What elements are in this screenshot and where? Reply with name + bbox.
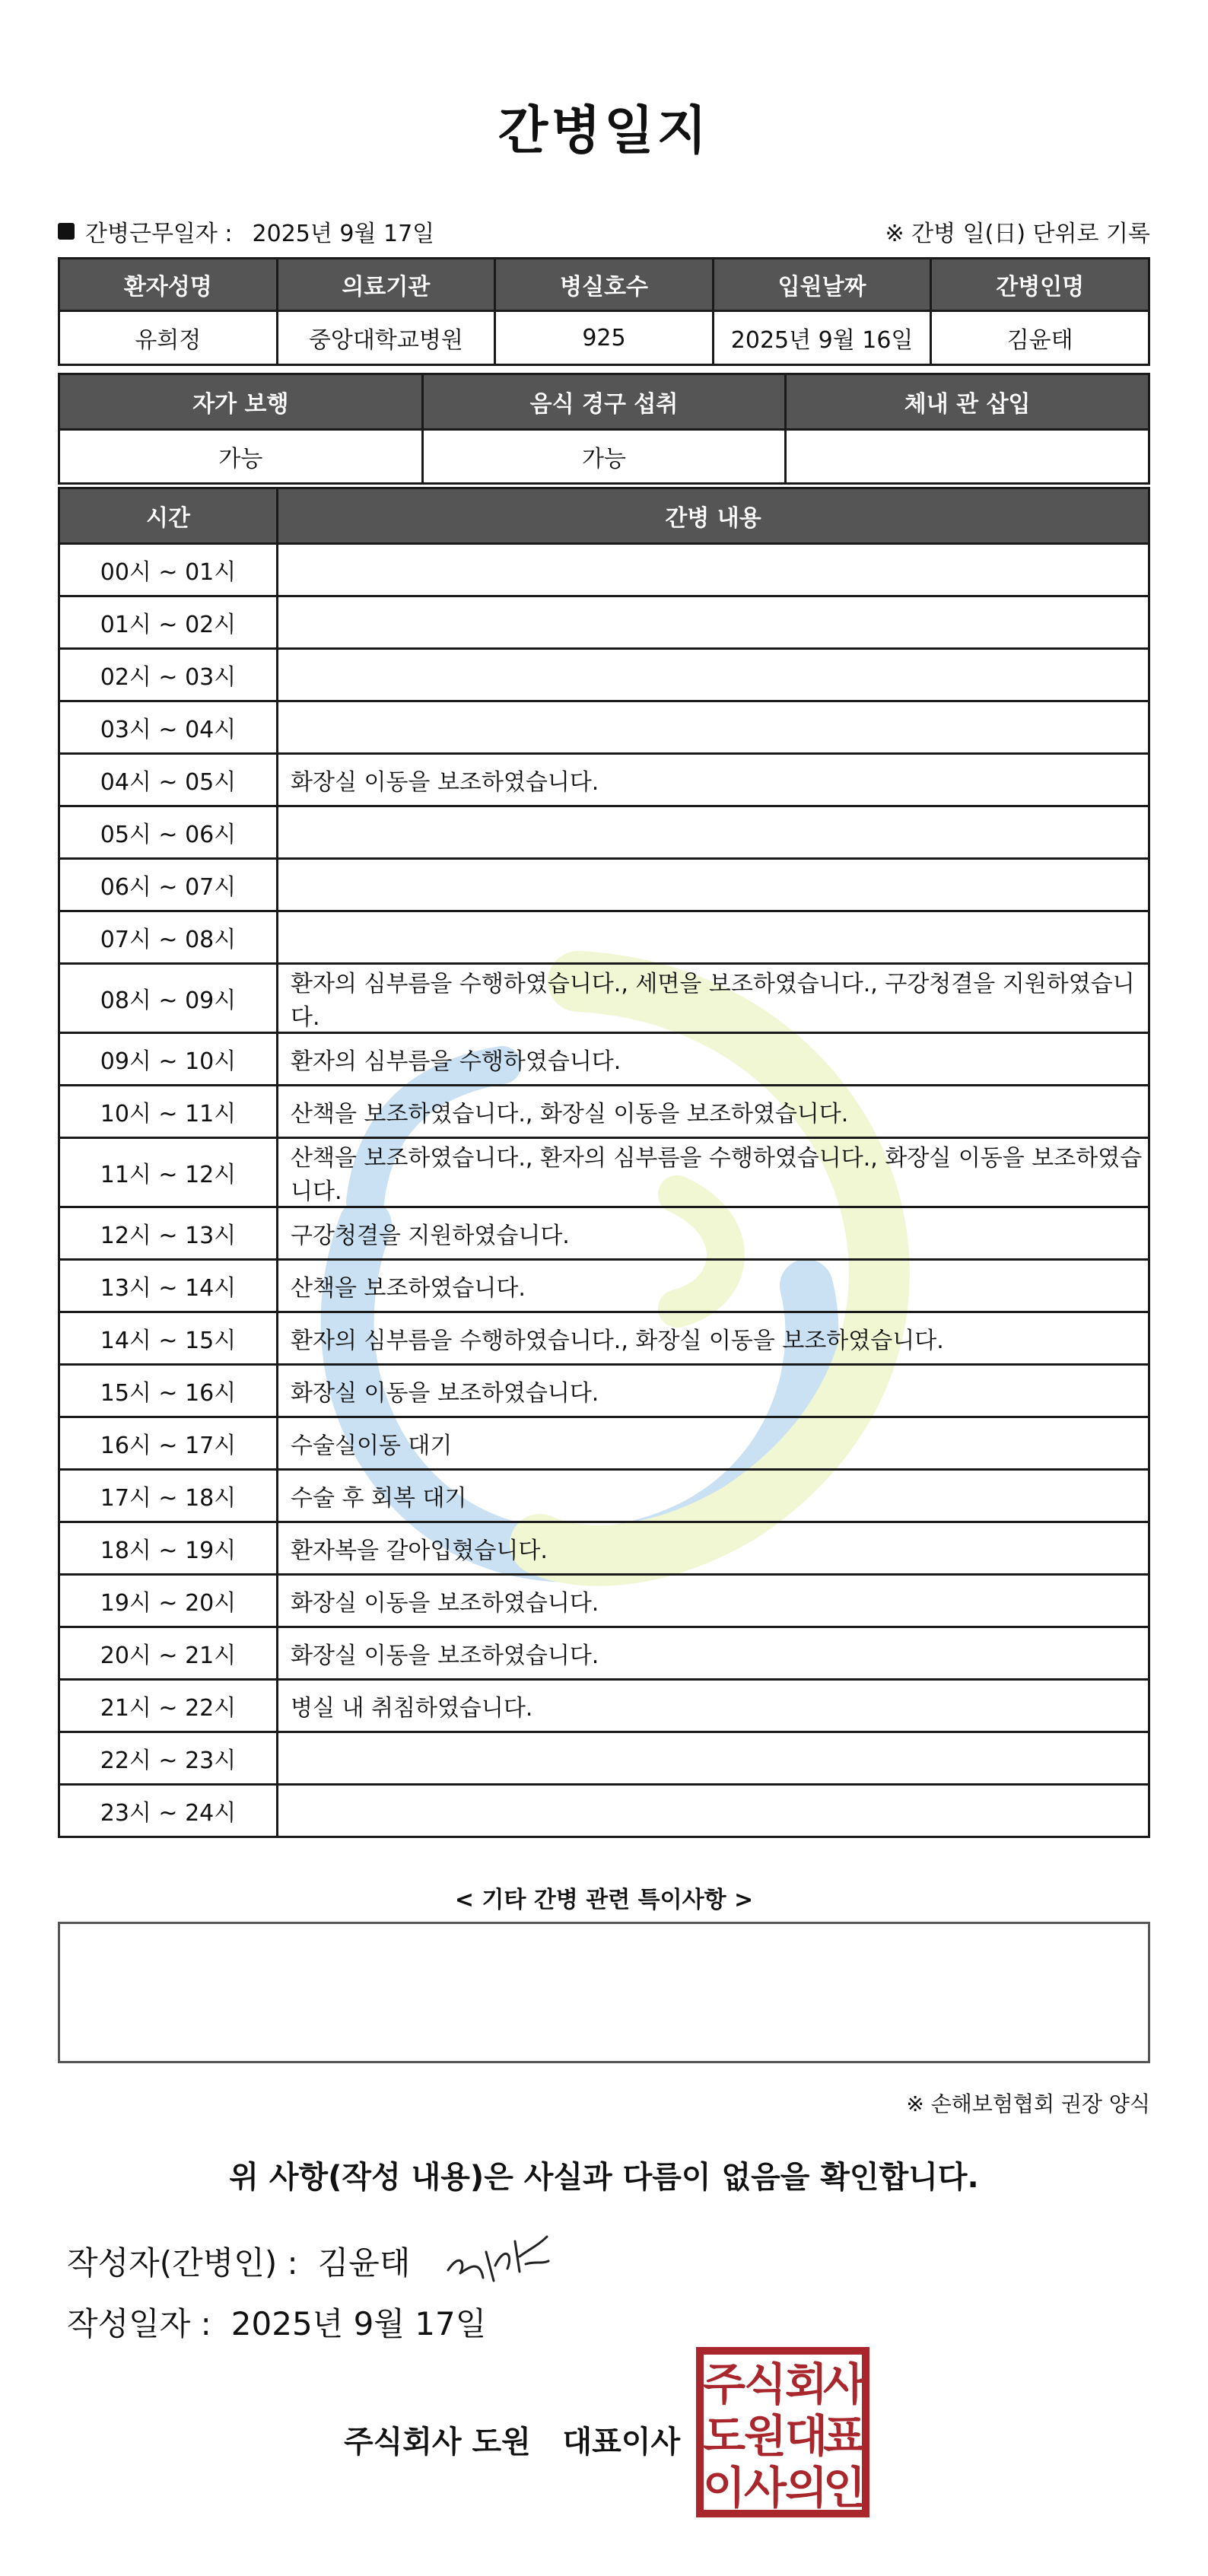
association-note: ※ 손해보험협회 권장 양식 bbox=[906, 2091, 1150, 2116]
log-row bbox=[59, 754, 1149, 806]
oral-intake-status: 가능 bbox=[422, 430, 786, 484]
log-row bbox=[59, 1732, 1149, 1785]
svg-text:대: 대 bbox=[784, 2410, 828, 2462]
written-date-label: 작성일자 : bbox=[67, 2305, 211, 2342]
log-content: 화장실 이동을 보조하였습니다. bbox=[278, 754, 1149, 806]
log-time: 01시 ~ 02시 bbox=[59, 596, 278, 649]
log-row bbox=[59, 911, 1149, 964]
log-time: 16시 ~ 17시 bbox=[59, 1417, 278, 1470]
written-date-row bbox=[67, 2299, 486, 2345]
log-content bbox=[278, 596, 1149, 649]
log-time: 05시 ~ 06시 bbox=[59, 806, 278, 859]
log-row bbox=[59, 1260, 1149, 1312]
header-hospital: 의료기관 bbox=[277, 259, 495, 311]
log-content: 구강청결을 지원하였습니다. bbox=[278, 1207, 1149, 1260]
svg-text:인: 인 bbox=[822, 2462, 866, 2514]
log-row bbox=[59, 964, 1149, 1033]
log-row bbox=[59, 1086, 1149, 1138]
log-row bbox=[59, 596, 1149, 649]
hospital-name: 중앙대학교병원 bbox=[277, 311, 495, 365]
log-time: 21시 ~ 22시 bbox=[59, 1680, 278, 1732]
work-date-value: 2025년 9월 17일 bbox=[252, 221, 435, 247]
log-content: 환자복을 갈아입혔습니다. bbox=[278, 1522, 1149, 1575]
log-time: 09시 ~ 10시 bbox=[59, 1033, 278, 1086]
header-time: 시간 bbox=[59, 488, 278, 544]
log-time: 17시 ~ 18시 bbox=[59, 1470, 278, 1522]
log-content bbox=[278, 544, 1149, 596]
log-time: 13시 ~ 14시 bbox=[59, 1260, 278, 1312]
log-content: 환자의 심부름을 수행하였습니다., 세면을 보조하였습니다., 구강청결을 지원하였습니다. bbox=[278, 964, 1149, 1033]
log-row bbox=[59, 701, 1149, 754]
log-row bbox=[59, 1365, 1149, 1417]
company-seal-stamp bbox=[695, 2346, 870, 2518]
log-content: 화장실 이동을 보조하였습니다. bbox=[278, 1627, 1149, 1680]
log-content bbox=[278, 649, 1149, 701]
notes-title: < 기타 간병 관련 특이사항 > bbox=[454, 1887, 754, 1913]
log-time: 14시 ~ 15시 bbox=[59, 1312, 278, 1365]
svg-text:도: 도 bbox=[702, 2410, 746, 2462]
log-row bbox=[59, 859, 1149, 911]
log-content: 수술실이동 대기 bbox=[278, 1417, 1149, 1470]
admission-date: 2025년 9월 16일 bbox=[713, 311, 931, 365]
document-title: 간병일지 bbox=[498, 101, 710, 161]
walking-status: 가능 bbox=[59, 430, 423, 484]
header-care-content: 간병 내용 bbox=[278, 488, 1149, 544]
log-time: 04시 ~ 05시 bbox=[59, 754, 278, 806]
log-row bbox=[59, 544, 1149, 596]
header-room: 병실호수 bbox=[495, 259, 714, 311]
log-content: 산책을 보조하였습니다. bbox=[278, 1260, 1149, 1312]
log-time: 20시 ~ 21시 bbox=[59, 1627, 278, 1680]
log-content bbox=[278, 806, 1149, 859]
log-row bbox=[59, 1785, 1149, 1837]
log-row bbox=[59, 1312, 1149, 1365]
special-notes-box bbox=[58, 1922, 1150, 2063]
header-patient-name: 환자성명 bbox=[59, 259, 278, 311]
svg-text:식: 식 bbox=[743, 2358, 787, 2410]
caregiver-name: 김윤태 bbox=[931, 311, 1149, 365]
log-time: 18시 ~ 19시 bbox=[59, 1522, 278, 1575]
log-time: 22시 ~ 23시 bbox=[59, 1732, 278, 1785]
writer-name: 김윤태 bbox=[317, 2244, 411, 2282]
log-content: 산책을 보조하였습니다., 화장실 이동을 보조하였습니다. bbox=[278, 1086, 1149, 1138]
log-row bbox=[59, 1575, 1149, 1627]
log-content: 환자의 심부름을 수행하였습니다. bbox=[278, 1033, 1149, 1086]
company-representative: 주식회사 도원 대표이사 bbox=[344, 2425, 681, 2460]
svg-text:표: 표 bbox=[822, 2410, 866, 2462]
log-time: 12시 ~ 13시 bbox=[59, 1207, 278, 1260]
svg-text:사: 사 bbox=[822, 2358, 866, 2410]
tube-status bbox=[786, 430, 1149, 484]
log-time: 08시 ~ 09시 bbox=[59, 964, 278, 1033]
svg-text:사: 사 bbox=[743, 2462, 787, 2514]
written-date-value: 2025년 9월 17일 bbox=[230, 2305, 487, 2342]
log-content bbox=[278, 1785, 1149, 1837]
svg-text:이: 이 bbox=[702, 2462, 746, 2514]
log-content: 산책을 보조하였습니다., 환자의 심부름을 수행하였습니다., 화장실 이동을 보조하였습니다. bbox=[278, 1138, 1149, 1207]
log-row bbox=[59, 1627, 1149, 1680]
svg-text:주: 주 bbox=[702, 2358, 746, 2410]
header-oral-intake: 음식 경구 섭취 bbox=[422, 374, 786, 430]
patient-info-table bbox=[58, 257, 1150, 366]
log-content: 병실 내 취침하였습니다. bbox=[278, 1680, 1149, 1732]
log-row bbox=[59, 806, 1149, 859]
header-tube: 체내 관 삽입 bbox=[786, 374, 1149, 430]
log-content: 화장실 이동을 보조하였습니다. bbox=[278, 1575, 1149, 1627]
writer-label: 작성자(간병인) : bbox=[67, 2244, 298, 2282]
unit-note: ※ 간병 일(日) 단위로 기록 bbox=[885, 221, 1150, 247]
log-time: 15시 ~ 16시 bbox=[59, 1365, 278, 1417]
care-log-table bbox=[58, 487, 1150, 1838]
log-content: 수술 후 회복 대기 bbox=[278, 1470, 1149, 1522]
care-log-body bbox=[59, 544, 1149, 1837]
log-time: 23시 ~ 24시 bbox=[59, 1785, 278, 1837]
log-row bbox=[59, 1417, 1149, 1470]
log-row bbox=[59, 1522, 1149, 1575]
writer-row bbox=[67, 2231, 555, 2291]
log-row bbox=[59, 1207, 1149, 1260]
log-row bbox=[59, 649, 1149, 701]
confirmation-statement: 위 사항(작성 내용)은 사실과 다름이 없음을 확인합니다. bbox=[229, 2160, 979, 2195]
room-number: 925 bbox=[495, 311, 714, 365]
work-date-label: 간병근무일자 : bbox=[85, 221, 233, 247]
log-content: 환자의 심부름을 수행하였습니다., 화장실 이동을 보조하였습니다. bbox=[278, 1312, 1149, 1365]
log-time: 00시 ~ 01시 bbox=[59, 544, 278, 596]
log-time: 02시 ~ 03시 bbox=[59, 649, 278, 701]
log-time: 11시 ~ 12시 bbox=[59, 1138, 278, 1207]
svg-text:의: 의 bbox=[784, 2462, 828, 2514]
log-row bbox=[59, 1033, 1149, 1086]
log-time: 07시 ~ 08시 bbox=[59, 911, 278, 964]
log-time: 06시 ~ 07시 bbox=[59, 859, 278, 911]
handwritten-signature bbox=[440, 2231, 555, 2291]
patient-name: 유희정 bbox=[59, 311, 278, 365]
log-time: 03시 ~ 04시 bbox=[59, 701, 278, 754]
log-content bbox=[278, 701, 1149, 754]
log-content bbox=[278, 1732, 1149, 1785]
svg-text:회: 회 bbox=[784, 2358, 828, 2410]
log-time: 19시 ~ 20시 bbox=[59, 1575, 278, 1627]
log-content bbox=[278, 859, 1149, 911]
square-bullet-icon bbox=[58, 223, 75, 240]
header-admission-date: 입원날짜 bbox=[713, 259, 931, 311]
log-row bbox=[59, 1680, 1149, 1732]
patient-status-table bbox=[58, 373, 1150, 485]
log-row bbox=[59, 1138, 1149, 1207]
header-walking: 자가 보행 bbox=[59, 374, 423, 430]
log-content bbox=[278, 911, 1149, 964]
header-caregiver: 간병인명 bbox=[931, 259, 1149, 311]
log-time: 10시 ~ 11시 bbox=[59, 1086, 278, 1138]
work-date-row bbox=[58, 215, 434, 248]
log-content: 화장실 이동을 보조하였습니다. bbox=[278, 1365, 1149, 1417]
svg-text:원: 원 bbox=[743, 2410, 787, 2462]
log-row bbox=[59, 1470, 1149, 1522]
